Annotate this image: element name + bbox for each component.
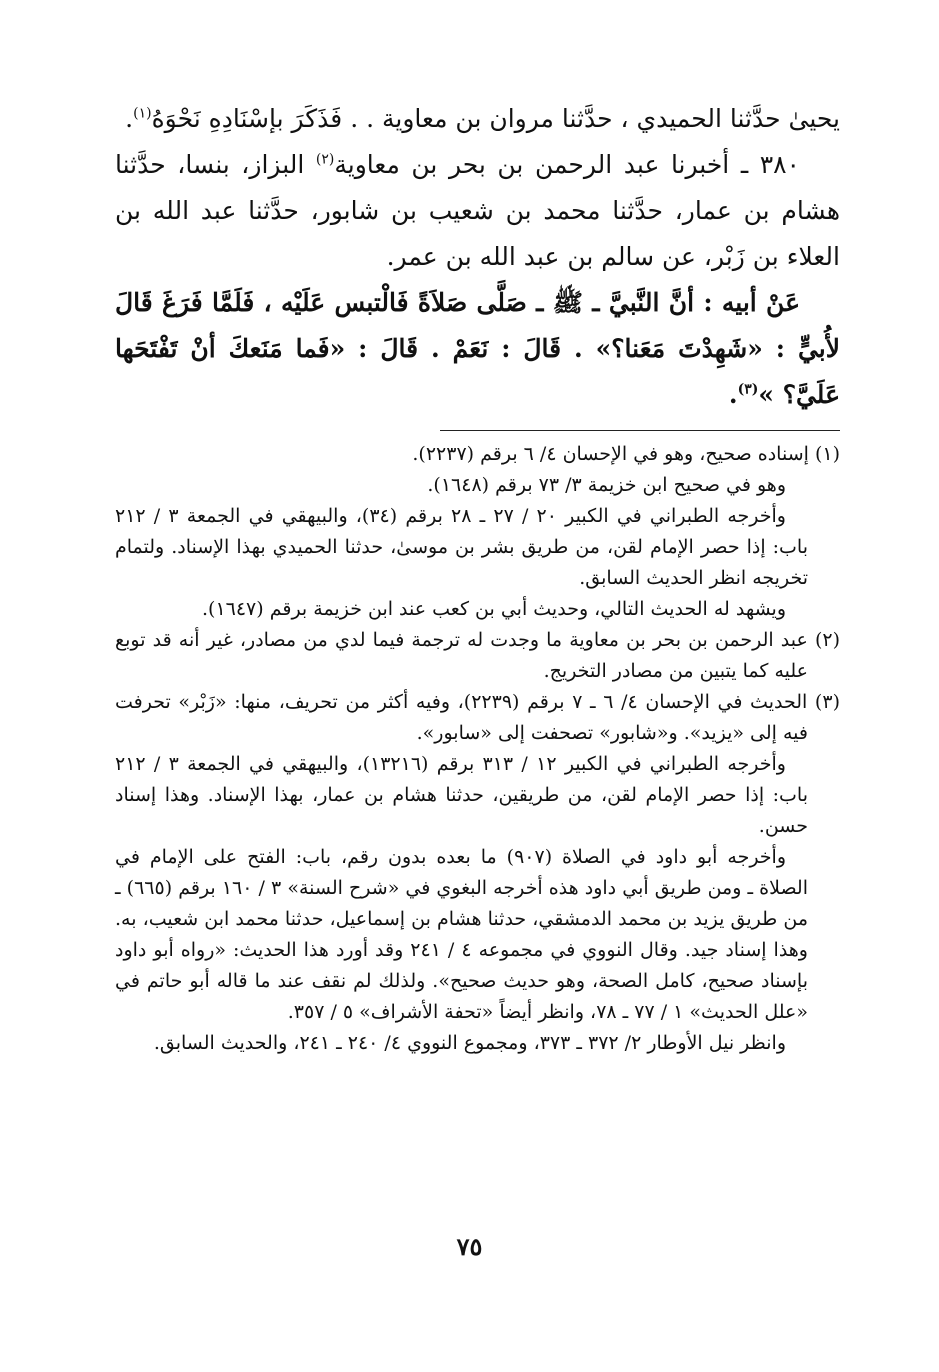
footnote-3: (٣) الحديث في الإحسان ٤/ ٦ ـ ٧ برقم (٢٢٣٩)، وفيه أكثر من تحريف، منها: «زَبْر» تحرفت فيه إلى «يزيد». و«شابور» تصحفت إلى «سابور». [115, 691, 840, 744]
main-line-continuation [115, 96, 840, 142]
hadith-380-isnad [115, 142, 840, 280]
matn-end: . [728, 380, 738, 409]
matn-text: عَنْ أبيه : أنَّ النَّبيَّ ـ ﷺ ـ صَلَّى صَلاَةً فَالْتبس عَلَيْه ، فَلَمَّا فَرَغَ قَالَ لأُبيٍّ : «شَهِدْتَ مَعَنا؟» . قَالَ : نَعَمْ . قَالَ : «فَما مَنَعكَ أنْ تَفْتَحَها عَلَيَّ؟ » [115, 288, 840, 409]
page-number: ٧٥ [456, 1232, 483, 1261]
footnote-2: (٢) عبد الرحمن بن بحر بن معاوية ما وجدت له ترجمة فيما لدي من مصادر، غير أنه قد توبع عليه كما يتبين من مصادر التخريج. [115, 629, 840, 682]
footnote-1: (١) إسناده صحيح، وهو في الإحسان ٤/ ٦ برقم (٢٢٣٧). [412, 443, 840, 465]
footnote-3-para: وأخرجه أبو داود في الصلاة (٩٠٧) ما بعده بدون رقم، باب: الفتح على الإمام في الصلاة ـ ومن طريق أبي داود هذه أخرجه البغوي في «شرح السنة» ٣ / ١٦٠ برقم (٦٦٥) ـ من طريق يزيد بن محمد الدمشقي، حدثنا هشام بن إسماعيل، حدثنا محمد ابن شعيب، به. وهذا إسناد جيد. وقال النووي في مجموعه ٤ / ٢٤١ وقد أورد هذا الحديث: «رواه أبو داود بإسناد صحيح، كامل الصحة، وهو حديث صحيح». ولذلك لم نقف عند ما قاله أبو حاتم في «علل الحديث» ١ / ٧٧ ـ ٧٨، وانظر أيضاً «تحفة الأشراف» ٥ / ٣٥٧. [115, 846, 808, 1023]
continuation-end: . [125, 104, 134, 133]
footnote-ref-3: (٣) [737, 381, 759, 398]
footnote-ref-2: (٢) [315, 151, 335, 168]
footnote-ref-1: (١) [133, 105, 152, 122]
footnote-3-para: وأخرجه الطبراني في الكبير ١٢ / ٣١٣ برقم (١٣٢١٦)، والبيهقي في الجمعة ٣ / ٢١٢ باب: إذا حصر الإمام لقن، من طريقين، حدثنا هشام بن عمار، بهذا الإسناد. وهذا إسناد حسن. [115, 753, 808, 837]
isnad-rest: البزاز، بنسا، حدَّثنا هشام بن عمار، حدَّثنا محمد بن شعيب بن شابور، حدَّثنا عبد الله بن العلاء بن زَبْر، عن سالم بن عبد الله بن عمر. [115, 150, 840, 271]
footnotes [115, 439, 840, 1059]
footnote-3-para: وانظر نيل الأوطار ٢/ ٣٧٢ ـ ٣٧٣، ومجموع النووي ٤/ ٢٤٠ ـ ٢٤١، والحديث السابق. [153, 1032, 786, 1054]
continuation-text: يحيىٰ حدَّثنا الحميدي ، حدَّثنا مروان بن معاوية . . فَذَكَرَ بإسْنَادِهِ نَحْوَهُ [151, 104, 840, 133]
isnad-start: ٣٨٠ ـ أخبرنا عبد الرحمن بن بحر بن معاوية [334, 150, 800, 179]
footnote-1-para: وهو في صحيح ابن خزيمة ٣/ ٧٣ برقم (١٦٤٨). [427, 474, 786, 496]
footnote-1-para: ويشهد له الحديث التالي، وحديث أبي بن كعب عند ابن خزيمة برقم (١٦٤٧). [201, 598, 786, 620]
footnote-divider [440, 430, 840, 431]
page-body [115, 96, 840, 1059]
hadith-380-matn [115, 280, 840, 418]
footnote-1-para: وأخرجه الطبراني في الكبير ٢٠ / ٢٧ ـ ٢٨ برقم (٣٤)، والبيهقي في الجمعة ٣ / ٢١٢ باب: إذا حصر الإمام لقن، من طريق بشر بن موسىٰ، حدثنا الحميدي بهذا الإسناد. ولتمام تخريجه انظر الحديث السابق. [115, 505, 808, 589]
main-text [115, 96, 840, 418]
